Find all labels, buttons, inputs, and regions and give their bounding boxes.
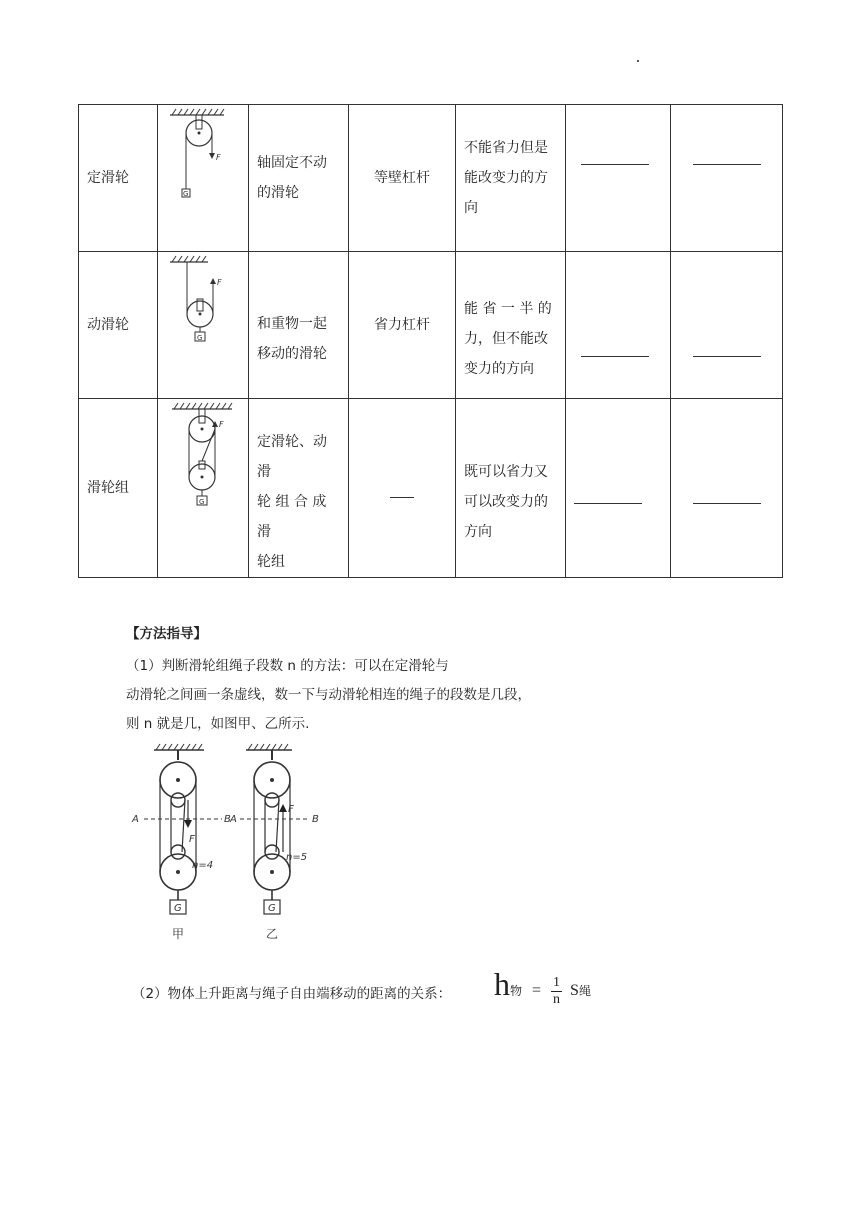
svg-text:F: F — [288, 804, 294, 815]
method-line-4: （2）物体上升距离与绳子自由端移动的距离的关系： — [132, 986, 452, 1002]
table-row — [79, 105, 783, 252]
pulley-name: 滑轮组 — [79, 399, 158, 578]
pulley-feature: 不能省力但是 能改变力的方 向 — [456, 105, 566, 252]
svg-text:G: G — [268, 903, 276, 914]
svg-text:F: F — [189, 834, 195, 845]
blank-cell — [671, 105, 783, 252]
svg-text:F: F — [217, 278, 222, 287]
method-line-2: 动滑轮之间画一条虚线，数一下与动滑轮相连的绳子的段数是几段， — [126, 687, 531, 703]
lever-dash — [390, 497, 414, 498]
pulley-definition: 定滑轮、动滑 轮 组 合 成 滑 轮组 — [249, 399, 349, 578]
fixed-pulley-figure — [158, 105, 249, 252]
pulley-feature: 既可以省力又 可以改变力的 方向 — [456, 399, 566, 578]
method-line-3: 则 n 就是几，如图甲、乙所示. — [126, 716, 310, 732]
lever-type — [349, 399, 456, 578]
svg-text:G: G — [183, 190, 189, 198]
svg-text:n=5: n=5 — [286, 852, 308, 863]
blank-cell — [671, 399, 783, 578]
method-line-1: （1）判断滑轮组绳子段数 n 的方法：可以在定滑轮与 — [126, 658, 449, 674]
movable-pulley-figure — [158, 252, 249, 399]
svg-text:F: F — [219, 420, 224, 429]
lever-type: 省力杠杆 — [349, 252, 456, 399]
svg-text:A: A — [230, 814, 237, 825]
svg-text:A: A — [132, 814, 139, 825]
svg-text:B: B — [224, 814, 231, 825]
blank-cell — [566, 105, 671, 252]
blank-cell — [566, 252, 671, 399]
fraction: $\frac{1}{n}$ — [553, 974, 561, 1007]
blank-cell — [566, 399, 671, 578]
svg-text:F: F — [216, 153, 221, 162]
svg-text:G: G — [199, 498, 205, 506]
page-dot — [637, 60, 639, 62]
pulley-name: 定滑轮 — [79, 105, 158, 252]
pulley-table — [78, 104, 783, 578]
svg-text:n=4: n=4 — [192, 860, 214, 871]
pulley-block-figure — [158, 399, 249, 578]
distance-formula: h物 = $\frac{1}{n}$ S绳 — [494, 966, 591, 1007]
lever-type: 等壁杠杆 — [349, 105, 456, 252]
pulley-feature: 能 省 一 半 的 力，但不能改 变力的方向 — [456, 252, 566, 399]
pulley-diagram — [126, 742, 336, 942]
pulley-definition: 轴固定不动 的滑轮 — [249, 105, 349, 252]
method-heading: 【方法指导】 — [126, 626, 207, 642]
diagram-left — [131, 744, 231, 941]
svg-text:甲: 甲 — [172, 927, 185, 941]
pulley-name: 动滑轮 — [79, 252, 158, 399]
svg-text:G: G — [174, 903, 182, 914]
svg-text:乙: 乙 — [266, 927, 279, 941]
table-row — [79, 252, 783, 399]
table-row — [79, 399, 783, 578]
svg-text:G: G — [197, 334, 203, 342]
svg-text:B: B — [312, 814, 319, 825]
diagram-right — [229, 744, 319, 941]
pulley-definition: 和重物一起 移动的滑轮 — [249, 252, 349, 399]
blank-cell — [671, 252, 783, 399]
